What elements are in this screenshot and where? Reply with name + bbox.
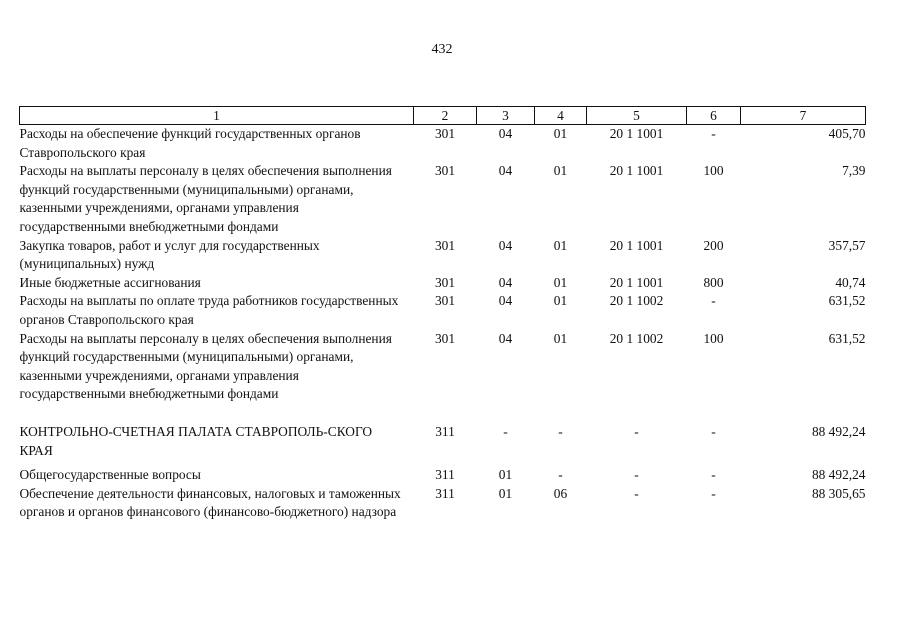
row-amount: 7,39 bbox=[842, 163, 866, 179]
row-code-3: 04 bbox=[498, 126, 513, 141]
column-header-2: 2 bbox=[414, 107, 477, 125]
row-code-4: 01 bbox=[553, 237, 568, 253]
table-row bbox=[20, 125, 866, 163]
row-name: Расходы на выплаты персоналу в целях обеспечения выполнения функций государственными (муниципальными) органами, казенными учреждениями, органами управления государственными внебюджетными фондами bbox=[19, 163, 392, 234]
row-code-4: 01 bbox=[553, 163, 568, 179]
row-code-6: - bbox=[711, 485, 716, 501]
row-amount: 405,70 bbox=[828, 126, 866, 141]
row-name: Закупка товаров, работ и услуг для государственных (муниципальных) нужд bbox=[19, 237, 320, 272]
row-amount: 88 492,24 bbox=[811, 423, 866, 439]
page-number: 432 bbox=[431, 42, 453, 57]
row-name: Расходы на выплаты по оплате труда работников государственных органов Ставропольского края bbox=[19, 293, 399, 327]
table-row bbox=[20, 330, 866, 404]
table-row bbox=[20, 292, 866, 329]
row-code-4: - bbox=[558, 467, 563, 483]
row-code-5: 20 1 1001 bbox=[609, 126, 664, 141]
row-amount: 631,52 bbox=[828, 293, 866, 309]
column-header-5: 5 bbox=[587, 107, 687, 125]
table-row bbox=[20, 466, 866, 485]
row-code-6: - bbox=[711, 293, 716, 309]
column-header-3: 3 bbox=[477, 107, 535, 125]
column-number-row bbox=[20, 107, 866, 125]
row-code-5: 20 1 1001 bbox=[609, 274, 664, 290]
row-name: Иные бюджетные ассигнования bbox=[19, 274, 201, 290]
row-code-3: 04 bbox=[498, 237, 513, 253]
row-code-3: 04 bbox=[498, 330, 513, 346]
row-code-4: 01 bbox=[553, 293, 568, 309]
row-code-5: 20 1 1002 bbox=[609, 330, 664, 346]
row-spacer bbox=[20, 404, 866, 423]
row-code-2: 301 bbox=[434, 126, 456, 141]
row-code-3: 01 bbox=[498, 485, 513, 501]
column-header-6: 6 bbox=[687, 107, 741, 125]
row-code-6: 100 bbox=[703, 330, 724, 346]
row-code-4: 01 bbox=[553, 126, 568, 141]
row-amount: 631,52 bbox=[828, 330, 866, 346]
column-header-7: 7 bbox=[741, 107, 866, 125]
column-header-1: 1 bbox=[20, 107, 414, 125]
row-code-6: 200 bbox=[703, 237, 724, 253]
row-code-2: 311 bbox=[435, 423, 455, 439]
row-name: Обеспечение деятельности финансовых, налоговых и таможенных органов и органов финансового (финансово-бюджетного) надзора bbox=[19, 485, 401, 520]
row-code-2: 301 bbox=[434, 163, 456, 179]
row-name: Расходы на обеспечение функций государственных органов Ставропольского края bbox=[19, 126, 361, 160]
budget-table bbox=[19, 106, 866, 522]
row-code-6: 800 bbox=[703, 274, 724, 290]
row-code-5: - bbox=[634, 423, 639, 439]
row-code-5: 20 1 1001 bbox=[609, 237, 664, 253]
row-code-3: - bbox=[503, 423, 508, 439]
row-code-6: - bbox=[711, 423, 716, 439]
row-code-2: 301 bbox=[434, 293, 456, 309]
row-code-2: 311 bbox=[435, 485, 455, 501]
table-row bbox=[20, 237, 866, 274]
row-code-6: - bbox=[711, 126, 716, 141]
row-code-3: 01 bbox=[498, 467, 513, 483]
section-header-row bbox=[20, 423, 866, 466]
row-code-2: 301 bbox=[434, 237, 456, 253]
row-code-4: 06 bbox=[553, 485, 568, 501]
row-code-2: 311 bbox=[435, 467, 455, 483]
section-name: КОНТРОЛЬНО-СЧЕТНАЯ ПАЛАТА СТАВРОПОЛЬ-СКОГО КРАЯ bbox=[19, 423, 373, 458]
row-code-5: 20 1 1002 bbox=[609, 293, 664, 309]
row-code-3: 04 bbox=[498, 274, 513, 290]
row-code-6: - bbox=[711, 467, 716, 483]
row-amount: 88 305,65 bbox=[811, 485, 866, 501]
row-name: Расходы на выплаты персоналу в целях обеспечения выполнения функций государственными (муниципальными) органами, казенными учреждениями, органами управления государственными внебюджетными фондами bbox=[19, 330, 392, 402]
row-code-3: 04 bbox=[498, 293, 513, 309]
row-code-4: 01 bbox=[553, 330, 568, 346]
row-code-4: 01 bbox=[553, 274, 568, 290]
table-row bbox=[20, 162, 866, 236]
table-row bbox=[20, 485, 866, 522]
row-code-5: - bbox=[634, 467, 639, 483]
row-code-6: 100 bbox=[703, 163, 724, 179]
row-code-5: - bbox=[634, 485, 639, 501]
row-name: Общегосударственные вопросы bbox=[19, 467, 201, 483]
row-code-2: 301 bbox=[434, 330, 456, 346]
row-amount: 40,74 bbox=[835, 274, 866, 290]
row-amount: 357,57 bbox=[828, 237, 866, 253]
column-header-4: 4 bbox=[535, 107, 587, 125]
row-amount: 88 492,24 bbox=[811, 467, 866, 483]
row-code-4: - bbox=[558, 423, 563, 439]
table-row bbox=[20, 274, 866, 293]
row-code-5: 20 1 1001 bbox=[609, 163, 664, 179]
row-code-2: 301 bbox=[434, 274, 456, 290]
row-code-3: 04 bbox=[498, 163, 513, 179]
